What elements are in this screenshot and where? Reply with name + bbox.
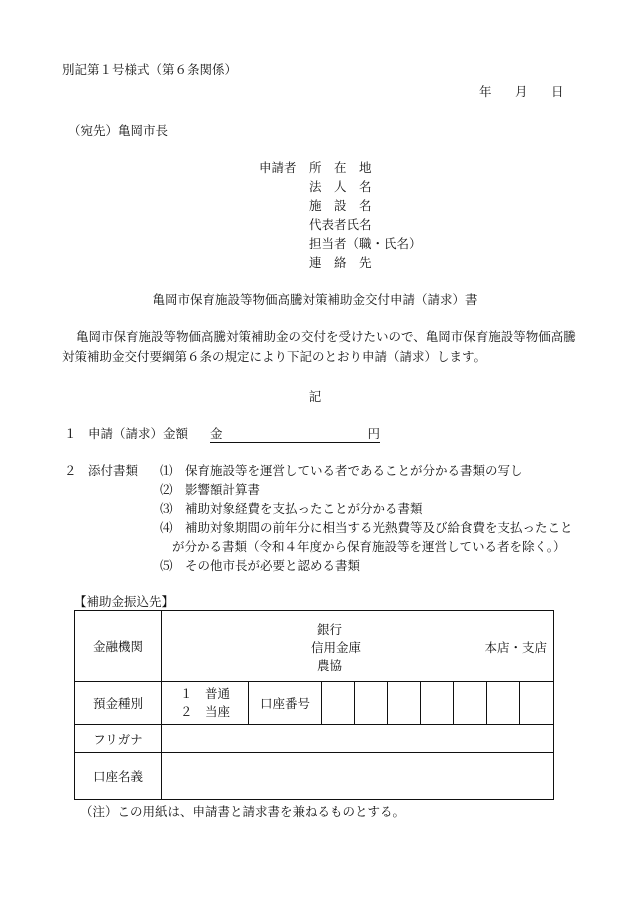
form-number: 別記第１号様式（第６条関係）	[62, 62, 238, 77]
institution-cell[interactable]	[162, 611, 554, 682]
applicant-field-address: 所 在 地	[309, 160, 372, 175]
doc-text-3: 補助対象経費を支払ったことが分かる書類	[185, 501, 423, 516]
date-year: 年	[479, 84, 492, 99]
furigana-label: フリガナ	[75, 725, 162, 753]
bank-heading: 【補助金振込先】	[74, 594, 175, 609]
applicant-field-representative: 代表者氏名	[309, 217, 372, 232]
bank-table	[74, 610, 554, 800]
amount-prefix: 金	[210, 426, 223, 441]
inst-type-bank: 銀行	[317, 622, 343, 637]
institution-label: 金融機関	[75, 611, 162, 682]
account-name-field[interactable]	[162, 753, 554, 800]
doc-number-5: ⑸	[160, 558, 173, 573]
account-name-label: 口座名義	[75, 753, 162, 800]
ki-heading: 記	[308, 389, 322, 404]
doc-number-1: ⑴	[160, 463, 173, 478]
account-digit-box[interactable]	[388, 682, 421, 725]
date-month: 月	[515, 84, 528, 99]
intro-line-1: 亀岡市保育施設等物価高騰対策補助金の交付を受けたいので、亀岡市保育施設等物価高騰	[76, 329, 576, 344]
furigana-field[interactable]	[162, 725, 554, 753]
account-digit-box[interactable]	[355, 682, 388, 725]
item1-number: １	[64, 426, 77, 441]
doc-text-2: 影響額計算書	[185, 482, 261, 497]
inst-type-nokyo: 農協	[317, 658, 343, 673]
applicant-field-corporation: 法 人 名	[309, 179, 372, 194]
amount-suffix: 円	[367, 426, 380, 441]
intro-line-2: 対策補助金交付要綱第６条の規定により下記のとおり申請（請求）します。	[62, 349, 487, 364]
deposit-type-ordinary: １ 普通	[180, 686, 231, 701]
addressee: （宛先）亀岡市長	[68, 123, 169, 138]
doc-number-3: ⑶	[160, 501, 173, 516]
item2-label: 添付書類	[88, 463, 139, 478]
doc-number-2: ⑵	[160, 482, 173, 497]
doc-text-4: 補助対象期間の前年分に相当する光熱費等及び給食費を支払ったこと	[185, 520, 573, 535]
item2-number: ２	[64, 463, 77, 478]
doc-text-4-continued: が分かる書類（令和４年度から保育施設等を運営している者を除く。）	[172, 539, 566, 554]
doc-number-4: ⑷	[160, 520, 173, 535]
applicant-field-phone: 連 絡 先	[309, 255, 372, 270]
account-digit-box[interactable]	[454, 682, 487, 725]
account-digit-box[interactable]	[487, 682, 520, 725]
account-number-label: 口座番号	[249, 682, 322, 725]
item1-label: 申請（請求）金額	[88, 426, 189, 441]
amount-field[interactable]	[210, 426, 380, 443]
deposit-type-options[interactable]	[162, 682, 249, 725]
document-title: 亀岡市保育施設等物価高騰対策補助金交付申請（請求）書	[152, 292, 478, 307]
doc-text-5: その他市長が必要と認める書類	[185, 558, 361, 573]
account-digit-box[interactable]	[520, 682, 554, 725]
account-digit-box[interactable]	[421, 682, 454, 725]
inst-type-shinkin: 信用金庫	[311, 640, 362, 655]
doc-text-1: 保育施設等を運営している者であることが分かる書類の写し	[185, 463, 523, 478]
footnote: （注）この用紙は、申請書と請求書を兼ねるものとする。	[80, 804, 406, 819]
applicant-label: 申請者	[259, 160, 297, 175]
applicant-field-facility: 施 設 名	[309, 198, 372, 213]
branch-label: 本店・支店	[484, 640, 548, 655]
deposit-type-current: ２ 当座	[180, 704, 231, 719]
applicant-field-contact-person: 担当者（職・氏名）	[309, 236, 422, 251]
deposit-type-label: 預金種別	[75, 682, 162, 725]
account-digit-box[interactable]	[322, 682, 355, 725]
date-day: 日	[551, 84, 564, 99]
